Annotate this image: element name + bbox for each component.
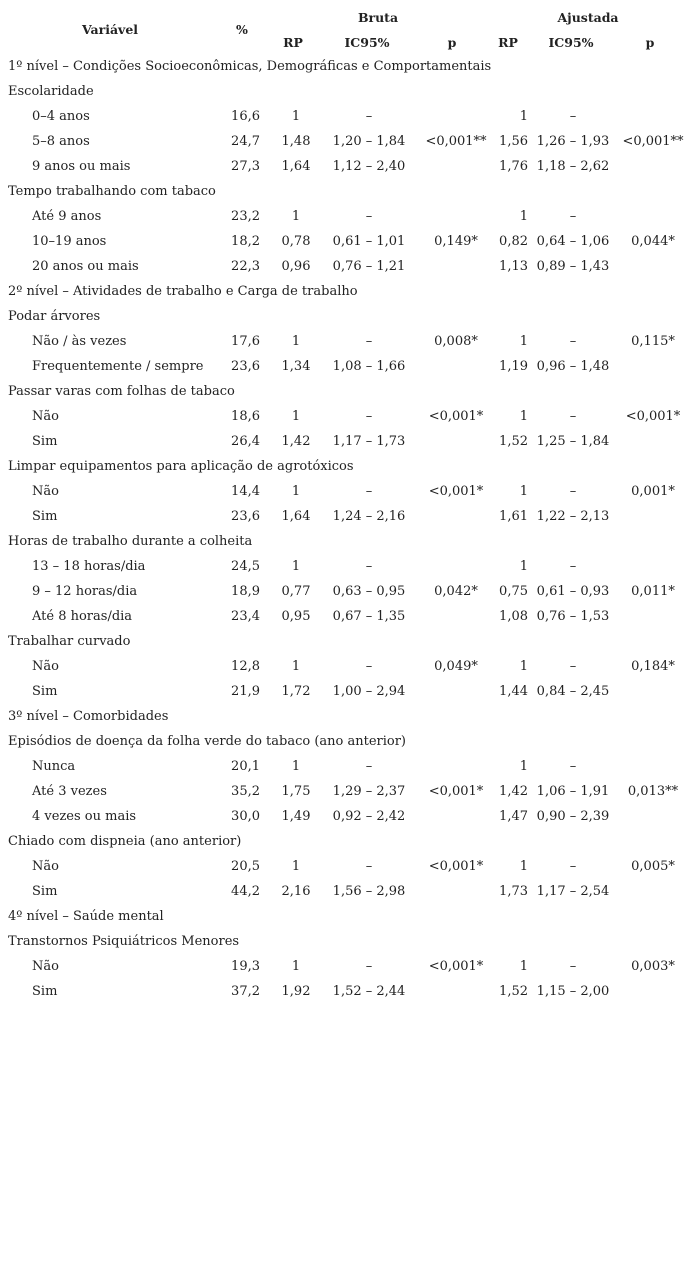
variable-label: Sim (32, 434, 58, 449)
ic95-ajustada-cell: – (569, 659, 577, 674)
percent-cell: 23,4 (231, 609, 260, 624)
ic95-ajustada-cell: – (569, 859, 577, 874)
rp-bruta-cell: 1,49 (281, 809, 311, 824)
rp-ajustada-cell: 1,76 (499, 159, 528, 174)
ic95-bruta-cell: 1,24 – 2,16 (332, 509, 406, 524)
p-ajustada-cell: 0,003* (631, 959, 675, 974)
p-bruta-cell: <0,001* (428, 409, 484, 424)
group-row (0, 829, 693, 854)
ic95-bruta-cell: 0,92 – 2,42 (332, 809, 406, 824)
ic95-bruta-cell: 1,17 – 1,73 (332, 434, 406, 449)
percent-cell: 19,3 (231, 959, 260, 974)
rp-ajustada-cell: 1,44 (499, 684, 528, 699)
variable-label: 10–19 anos (32, 234, 107, 249)
rp-ajustada-cell: 1,61 (499, 509, 528, 524)
variable-label: Não (32, 484, 59, 499)
rp-bruta-cell: 1,34 (281, 359, 311, 374)
ic95-ajustada-cell: 1,17 – 2,54 (536, 884, 610, 899)
ic95-ajustada-cell: 1,25 – 1,84 (536, 434, 610, 449)
ic95-ajustada-cell: – (569, 559, 577, 574)
header-variavel: Variável (81, 22, 139, 37)
rp-ajustada-cell: 1,42 (499, 784, 528, 799)
ic95-bruta-cell: 1,00 – 2,94 (332, 684, 406, 699)
p-ajustada-cell: 0,013** (627, 784, 679, 799)
header-ajustada: Ajustada (557, 10, 619, 25)
percent-cell: 23,6 (231, 509, 260, 524)
percent-cell: 27,3 (231, 159, 260, 174)
rp-bruta-cell: 1,92 (281, 984, 311, 999)
rp-ajustada-cell: 1,73 (499, 884, 528, 899)
percent-cell: 24,5 (231, 559, 260, 574)
p-ajustada-cell: 0,005* (631, 859, 675, 874)
rp-ajustada-cell: 0,82 (499, 234, 528, 249)
percent-cell: 35,2 (231, 784, 260, 799)
table-row (0, 129, 693, 154)
rp-bruta-cell: 1 (291, 334, 301, 349)
p-bruta-cell: <0,001* (428, 859, 484, 874)
ic95-bruta-cell: 0,61 – 1,01 (332, 234, 406, 249)
table-row (0, 479, 693, 504)
ic95-bruta-cell: 1,08 – 1,66 (332, 359, 406, 374)
table-row (0, 354, 693, 379)
rp-bruta-cell: 1 (291, 409, 301, 424)
rp-bruta-cell: 1 (291, 559, 301, 574)
rp-bruta-cell: 0,78 (281, 234, 311, 249)
variable-label: Não (32, 659, 59, 674)
table-row (0, 429, 693, 454)
rp-ajustada-cell: 1 (519, 409, 528, 424)
ic95-ajustada-cell: – (569, 109, 577, 124)
percent-cell: 22,3 (231, 259, 260, 274)
rp-bruta-cell: 2,16 (281, 884, 311, 899)
ic95-ajustada-cell: – (569, 484, 577, 499)
header-rp-bruta: RP (283, 35, 303, 50)
rp-ajustada-cell: 1 (519, 484, 528, 499)
ic95-ajustada-cell: 0,64 – 1,06 (536, 234, 610, 249)
percent-cell: 21,9 (231, 684, 260, 699)
p-bruta-cell: 0,149* (434, 234, 478, 249)
group-row (0, 729, 693, 754)
table-row (0, 154, 693, 179)
level-row (0, 279, 693, 304)
ic95-ajustada-cell: – (569, 759, 577, 774)
rp-bruta-cell: 1,42 (281, 434, 311, 449)
ic95-bruta-cell: 1,12 – 2,40 (332, 159, 406, 174)
percent-cell: 18,9 (231, 584, 260, 599)
p-bruta-cell: 0,008* (434, 334, 478, 349)
ic95-ajustada-cell: – (569, 209, 577, 224)
p-ajustada-cell: <0,001** (622, 134, 684, 149)
p-ajustada-cell: <0,001* (625, 409, 681, 424)
variable-label: 20 anos ou mais (32, 259, 139, 274)
ic95-ajustada-cell: – (569, 409, 577, 424)
group-label: Transtornos Psiquiátricos Menores (8, 934, 240, 949)
header-ic95-ajustada: IC95% (548, 35, 594, 50)
header-p-bruta: p (447, 35, 457, 50)
rp-ajustada-cell: 1,47 (499, 809, 528, 824)
rp-bruta-cell: 1 (291, 659, 301, 674)
group-label: Passar varas com folhas de tabaco (8, 384, 235, 399)
p-bruta-cell: 0,049* (434, 659, 478, 674)
ic95-ajustada-cell: 0,84 – 2,45 (536, 684, 610, 699)
rp-bruta-cell: 1 (291, 484, 301, 499)
p-ajustada-cell: 0,044* (631, 234, 675, 249)
ic95-bruta-cell: 0,63 – 0,95 (332, 584, 406, 599)
table-row (0, 854, 693, 879)
group-row (0, 929, 693, 954)
rp-ajustada-cell: 1 (519, 334, 528, 349)
ic95-bruta-cell: 0,76 – 1,21 (332, 259, 406, 274)
group-label: Tempo trabalhando com tabaco (8, 184, 216, 199)
level-row (0, 704, 693, 729)
rp-ajustada-cell: 1 (519, 109, 528, 124)
variable-label: 4 vezes ou mais (32, 809, 137, 824)
header-bruta: Bruta (357, 10, 399, 25)
level-label: 1º nível – Condições Socioeconômicas, Demográficas e Comportamentais (8, 59, 492, 74)
ic95-ajustada-cell: 0,61 – 0,93 (536, 584, 610, 599)
table-row (0, 804, 693, 829)
group-row (0, 304, 693, 329)
percent-cell: 20,1 (231, 759, 260, 774)
table-row (0, 229, 693, 254)
percent-cell: 23,2 (231, 209, 260, 224)
percent-cell: 14,4 (231, 484, 260, 499)
variable-label: Até 3 vezes (32, 784, 107, 799)
level-label: 3º nível – Comorbidades (8, 709, 169, 724)
table-row (0, 329, 693, 354)
group-label: Podar árvores (8, 309, 101, 324)
p-bruta-cell: <0,001** (425, 134, 487, 149)
variable-label: 9 – 12 horas/dia (32, 584, 138, 599)
rp-ajustada-cell: 1 (519, 859, 528, 874)
table-row (0, 104, 693, 129)
ic95-bruta-cell: – (365, 659, 373, 674)
p-ajustada-cell: 0,115* (631, 334, 675, 349)
level-row (0, 54, 693, 79)
header-ic95-bruta: IC95% (344, 35, 390, 50)
table-row (0, 579, 693, 604)
table-row (0, 779, 693, 804)
ic95-ajustada-cell: – (569, 334, 577, 349)
percent-cell: 20,5 (231, 859, 260, 874)
p-bruta-cell: <0,001* (428, 784, 484, 799)
variable-label: 5–8 anos (32, 134, 90, 149)
group-label: Episódios de doença da folha verde do tabaco (ano anterior) (8, 734, 407, 749)
rp-ajustada-cell: 1 (519, 659, 528, 674)
variable-label: 13 – 18 horas/dia (32, 559, 146, 574)
p-ajustada-cell: 0,011* (631, 584, 675, 599)
variable-label: Frequentemente / sempre (32, 359, 204, 374)
group-label: Horas de trabalho durante a colheita (8, 534, 253, 549)
variable-label: Até 8 horas/dia (32, 609, 133, 624)
group-row (0, 454, 693, 479)
ic95-bruta-cell: – (365, 959, 373, 974)
rp-bruta-cell: 1,64 (281, 509, 311, 524)
variable-label: 9 anos ou mais (32, 159, 131, 174)
rp-ajustada-cell: 1 (519, 209, 528, 224)
variable-label: Sim (32, 884, 58, 899)
ic95-bruta-cell: – (365, 859, 373, 874)
rp-bruta-cell: 1 (291, 209, 301, 224)
rp-bruta-cell: 0,95 (281, 609, 311, 624)
table-row (0, 754, 693, 779)
percent-cell: 24,7 (231, 134, 260, 149)
group-label: Trabalhar curvado (8, 634, 131, 649)
table-row (0, 654, 693, 679)
rp-ajustada-cell: 1,13 (499, 259, 528, 274)
rp-ajustada-cell: 1 (519, 959, 528, 974)
ic95-ajustada-cell: 0,89 – 1,43 (536, 259, 610, 274)
group-label: Limpar equipamentos para aplicação de agrotóxicos (8, 459, 354, 474)
variable-label: Não (32, 959, 59, 974)
level-label: 2º nível – Atividades de trabalho e Carga de trabalho (8, 284, 358, 299)
rp-ajustada-cell: 1,19 (499, 359, 528, 374)
ic95-ajustada-cell: 1,22 – 2,13 (536, 509, 610, 524)
table-row (0, 954, 693, 979)
rp-bruta-cell: 1 (291, 859, 301, 874)
table-row (0, 254, 693, 279)
header-percent: % (236, 22, 248, 37)
percent-cell: 17,6 (231, 334, 260, 349)
table-row (0, 979, 693, 1004)
ic95-bruta-cell: 0,67 – 1,35 (332, 609, 406, 624)
ic95-bruta-cell: 1,20 – 1,84 (332, 134, 406, 149)
ic95-ajustada-cell: 0,76 – 1,53 (536, 609, 610, 624)
percent-cell: 16,6 (231, 109, 260, 124)
p-bruta-cell: <0,001* (428, 959, 484, 974)
rp-ajustada-cell: 1,52 (499, 984, 528, 999)
ic95-bruta-cell: – (365, 209, 373, 224)
ic95-ajustada-cell: 1,18 – 2,62 (536, 159, 610, 174)
table-row (0, 604, 693, 629)
rp-bruta-cell: 0,96 (281, 259, 311, 274)
ic95-bruta-cell: – (365, 484, 373, 499)
p-bruta-cell: 0,042* (434, 584, 478, 599)
header-p-ajustada: p (645, 35, 655, 50)
table-row (0, 554, 693, 579)
percent-cell: 18,6 (231, 409, 260, 424)
ic95-bruta-cell: – (365, 409, 373, 424)
group-label: Escolaridade (8, 84, 94, 99)
variable-label: 0–4 anos (32, 109, 90, 124)
rp-ajustada-cell: 1 (519, 759, 528, 774)
ic95-ajustada-cell: 1,26 – 1,93 (536, 134, 610, 149)
percent-cell: 18,2 (231, 234, 260, 249)
p-bruta-cell: <0,001* (428, 484, 484, 499)
variable-label: Não (32, 409, 59, 424)
rp-bruta-cell: 1,72 (281, 684, 311, 699)
percent-cell: 44,2 (231, 884, 260, 899)
group-label: Chiado com dispneia (ano anterior) (8, 834, 242, 849)
group-row (0, 79, 693, 104)
ic95-bruta-cell: – (365, 109, 373, 124)
rp-bruta-cell: 1,64 (281, 159, 311, 174)
rp-bruta-cell: 1 (291, 959, 301, 974)
percent-cell: 37,2 (231, 984, 260, 999)
percent-cell: 30,0 (231, 809, 260, 824)
variable-label: Sim (32, 509, 58, 524)
ic95-bruta-cell: 1,56 – 2,98 (332, 884, 406, 899)
variable-label: Não / às vezes (32, 334, 127, 349)
ic95-bruta-cell: 1,52 – 2,44 (332, 984, 406, 999)
rp-ajustada-cell: 1,08 (499, 609, 528, 624)
rp-bruta-cell: 1 (291, 109, 301, 124)
variable-label: Nunca (32, 759, 76, 774)
rp-bruta-cell: 1,48 (281, 134, 311, 149)
table-row (0, 504, 693, 529)
table-row (0, 204, 693, 229)
table-row (0, 404, 693, 429)
group-row (0, 179, 693, 204)
group-row (0, 629, 693, 654)
ic95-ajustada-cell: 1,15 – 2,00 (536, 984, 610, 999)
rp-ajustada-cell: 1,52 (499, 434, 528, 449)
table-row (0, 679, 693, 704)
rp-bruta-cell: 0,77 (281, 584, 311, 599)
rp-ajustada-cell: 0,75 (499, 584, 528, 599)
percent-cell: 12,8 (231, 659, 260, 674)
ic95-ajustada-cell: 1,06 – 1,91 (536, 784, 610, 799)
header-rp-ajustada: RP (498, 35, 518, 50)
ic95-ajustada-cell: – (569, 959, 577, 974)
p-ajustada-cell: 0,184* (631, 659, 675, 674)
variable-label: Até 9 anos (32, 209, 102, 224)
variable-label: Não (32, 859, 59, 874)
level-row (0, 904, 693, 929)
ic95-ajustada-cell: 0,96 – 1,48 (536, 359, 610, 374)
level-label: 4º nível – Saúde mental (8, 909, 164, 924)
variable-label: Sim (32, 684, 58, 699)
variable-label: Sim (32, 984, 58, 999)
ic95-bruta-cell: – (365, 334, 373, 349)
group-row (0, 529, 693, 554)
rp-bruta-cell: 1,75 (281, 784, 311, 799)
percent-cell: 23,6 (231, 359, 260, 374)
table-row (0, 879, 693, 904)
percent-cell: 26,4 (231, 434, 260, 449)
ic95-bruta-cell: – (365, 759, 373, 774)
rp-bruta-cell: 1 (291, 759, 301, 774)
ic95-bruta-cell: – (365, 559, 373, 574)
ic95-ajustada-cell: 0,90 – 2,39 (536, 809, 610, 824)
group-row (0, 379, 693, 404)
p-ajustada-cell: 0,001* (631, 484, 675, 499)
rp-ajustada-cell: 1,56 (499, 134, 528, 149)
rp-ajustada-cell: 1 (519, 559, 528, 574)
ic95-bruta-cell: 1,29 – 2,37 (332, 784, 406, 799)
